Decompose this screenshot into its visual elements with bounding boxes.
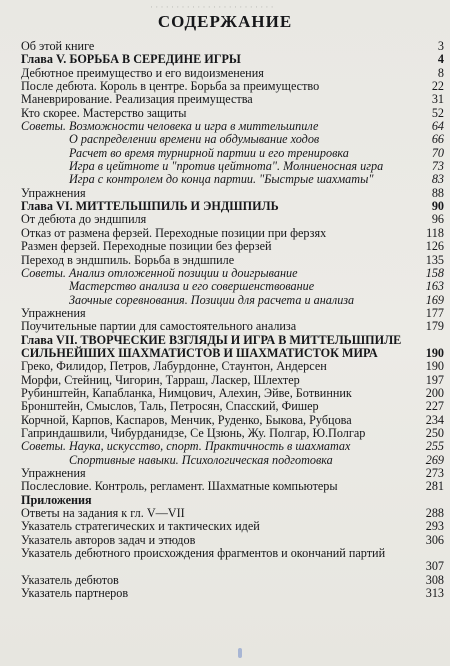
toc-entry-title: Кто скорее. Мастерство защиты [21,105,187,120]
toc-entry-title: Глава VI. МИТТЕЛЬШПИЛЬ И ЭНДШПИЛЬ [21,199,279,214]
toc-entry-page-number: 66 [431,132,444,147]
toc-entry [21,173,444,186]
toc-entry [21,294,444,307]
toc-entry-page-number: 269 [425,452,444,467]
toc-entry [21,120,444,133]
toc-entry [21,53,444,66]
toc-entry-title: После дебюта. Король в центре. Борьба за преимущество [21,79,320,94]
toc-entry [21,507,444,520]
toc-entry-title: Переход в эндшпиль. Борьба в эндшпиле [21,252,235,267]
toc-entry [21,374,444,387]
toc-entry-title: Об этой книге [21,39,95,53]
toc-entry-title: Советы. Анализ отложенной позиции и доигрывание [21,265,298,280]
toc-entry-page-number: 255 [425,439,444,454]
toc-entry-title: Советы. Возможности человека и игра в миттельшпиле [21,119,319,134]
toc-entry [21,267,444,280]
toc-entry-title: Глава V. БОРЬБА В СЕРЕДИНЕ ИГРЫ [21,52,241,67]
toc-entry-title: Рубинштейн, Капабланка, Нимцович, Алехин, Эйве, Ботвинник [21,385,352,400]
toc-entry [21,200,444,213]
toc-entry-page-number: 22 [431,79,444,94]
toc-entry-title: Советы. Наука, искусство, спорт. Практичность в шахматах [21,439,351,454]
toc-entry [21,587,444,600]
toc-entry-title: Заочные соревнования. Позиции для расчета и анализа [69,292,355,307]
toc-entry-title: Корчной, Карпов, Каспаров, Менчик, Руденко, Быкова, Рубцова [21,412,352,427]
toc-entry-title: Глава VII. ТВОРЧЕСКИЕ ВЗГЛЯДЫ И ИГРА В МИТТЕЛЬШПИЛЕ СИЛЬНЕЙШИХ ШАХМАТИСТОВ И ШАХМАТИСТОК МИРА [21,332,402,360]
toc-entry-page-number: 227 [425,399,444,414]
toc-entry-title: Морфи, Стейниц, Чигорин, Тарраш, Ласкер, Шлехтер [21,372,300,387]
toc-entry-page-number: 70 [431,145,444,160]
toc-entry-page-number: 126 [425,239,444,254]
toc-entry-title: О распределении времени на обдумывание ходов [69,132,320,147]
toc-entry-title: Игра в цейтноте и "против цейтнота". Молниеносная игра [69,159,384,174]
toc-entry-page-number: 306 [425,532,444,547]
toc-entry-page-number: 177 [425,305,444,320]
toc-entry [21,574,444,587]
toc-entry-page-number: 313 [425,586,444,601]
toc-entry-page-number: 273 [425,466,444,480]
toc-entry [21,467,444,480]
toc-entry-page-number: 52 [431,105,444,120]
toc-entry [21,67,444,80]
toc-entry-page-number: 88 [431,185,444,200]
toc-entry-page-number: 83 [431,172,444,187]
toc-entry [21,320,444,333]
toc-entry [21,107,444,120]
toc-entry [21,334,444,361]
toc-entry-page-number: 179 [425,319,444,334]
toc-entry-page-number: 135 [425,252,444,267]
toc-entry [21,547,444,574]
toc-entry [21,427,444,440]
toc-entry-title: Греко, Филидор, Петров, Лабурдонне, Стаунтон, Андерсен [21,359,327,374]
toc-entry-page-number: 64 [431,119,444,134]
toc-entry-title: Послесловие. Контроль, регламент. Шахматные компьютеры [21,479,338,494]
toc-entry-page-number: 307 [425,559,444,574]
toc-entry-title: Указатель стратегических и тактических идей [21,519,260,534]
toc-entry-page-number: 293 [425,519,444,534]
toc-entry-title: Размен ферзей. Переходные позиции без ферзей [21,239,272,254]
toc-entry [21,520,444,533]
toc-entry-page-number: 234 [425,412,444,427]
toc-entry-title: Ответы на задания к гл. V—VII [21,506,185,521]
toc-entry-page-number: 169 [425,292,444,307]
table-of-contents [21,40,444,600]
toc-entry [21,480,444,493]
toc-entry [21,240,444,253]
toc-entry-page-number: 90 [431,199,444,214]
toc-entry [21,307,444,320]
toc-entry-page-number: 308 [425,572,444,587]
toc-entry-page-number: 118 [426,225,444,240]
toc-entry-title: Маневрирование. Реализация преимущества [21,92,253,107]
toc-entry-page-number: 197 [425,372,444,387]
toc-entry-page-number: 31 [431,92,444,107]
page-title: СОДЕРЖАНИЕ [157,12,293,31]
toc-entry [21,400,444,413]
toc-entry-page-number: 73 [431,159,444,174]
toc-entry-title: Игра с контролем до конца партии. "Быстрые шахматы" [69,172,374,187]
toc-entry-page-number: 288 [425,506,444,521]
toc-entry [21,213,444,226]
toc-entry-page-number: 4 [437,52,444,67]
toc-entry-title: Указатель авторов задач и этюдов [21,532,196,547]
pen-mark [238,648,242,658]
toc-entry-title: Бронштейн, Смыслов, Таль, Петросян, Спасский, Фишер [21,399,319,414]
toc-entry [21,93,444,106]
toc-entry-page-number: 158 [425,265,444,280]
toc-entry [21,187,444,200]
toc-entry [21,254,444,267]
toc-entry-title: Поучительные партии для самостоятельного анализа [21,319,297,334]
toc-entry-title: Отказ от размена ферзей. Переходные позиции при ферзях [21,225,327,240]
toc-entry-title: Указатель партнеров [21,586,129,601]
bleed-through-text: · · · · · · · · · · · · · · · · · · · · · · · · [150,2,274,12]
toc-entry [21,387,444,400]
toc-entry-title: Спортивные навыки. Психологическая подготовка [69,452,333,467]
toc-entry [21,494,444,507]
toc-entry-title: Расчет во время турнирной партии и его тренировка [69,145,349,160]
toc-entry [21,360,444,373]
toc-entry-page-number: 8 [437,65,444,80]
toc-entry-title: Дебютное преимущество и его видоизменения [21,65,264,80]
toc-entry [21,280,444,293]
toc-entry-page-number: 250 [425,425,444,440]
toc-entry [21,133,444,146]
toc-entry-title: Гаприндашвили, Чибурданидзе, Се Цзюнь, Жу. Полгар, Ю.Полгар [21,425,366,440]
toc-entry [21,534,444,547]
toc-entry-page-number: 96 [431,212,444,227]
toc-entry [21,414,444,427]
toc-entry [21,40,444,53]
toc-entry-title: Упражнения [21,305,86,320]
toc-entry-title: Мастерство анализа и его совершенствование [69,279,315,294]
toc-entry-page-number: 163 [425,279,444,294]
toc-entry [21,440,444,453]
toc-entry [21,80,444,93]
toc-entry-title: Упражнения [21,466,86,480]
toc-entry [21,147,444,160]
toc-entry-page-number: 200 [425,385,444,400]
toc-entry [21,454,444,467]
toc-entry-page-number: 190 [425,345,444,360]
toc-entry-title: Указатель дебютов [21,572,119,587]
toc-entry-title: От дебюта до эндшпиля [21,212,147,227]
toc-entry [21,227,444,240]
toc-entry-title: Указатель дебютного происхождения фрагментов и окончаний партий [21,546,386,561]
toc-entry [21,160,444,173]
toc-entry-title: Приложения [21,492,92,507]
toc-entry-page-number: 281 [425,479,444,494]
toc-entry-page-number: 3 [437,39,444,53]
toc-entry-page-number: 190 [425,359,444,374]
toc-entry-title: Упражнения [21,185,86,200]
